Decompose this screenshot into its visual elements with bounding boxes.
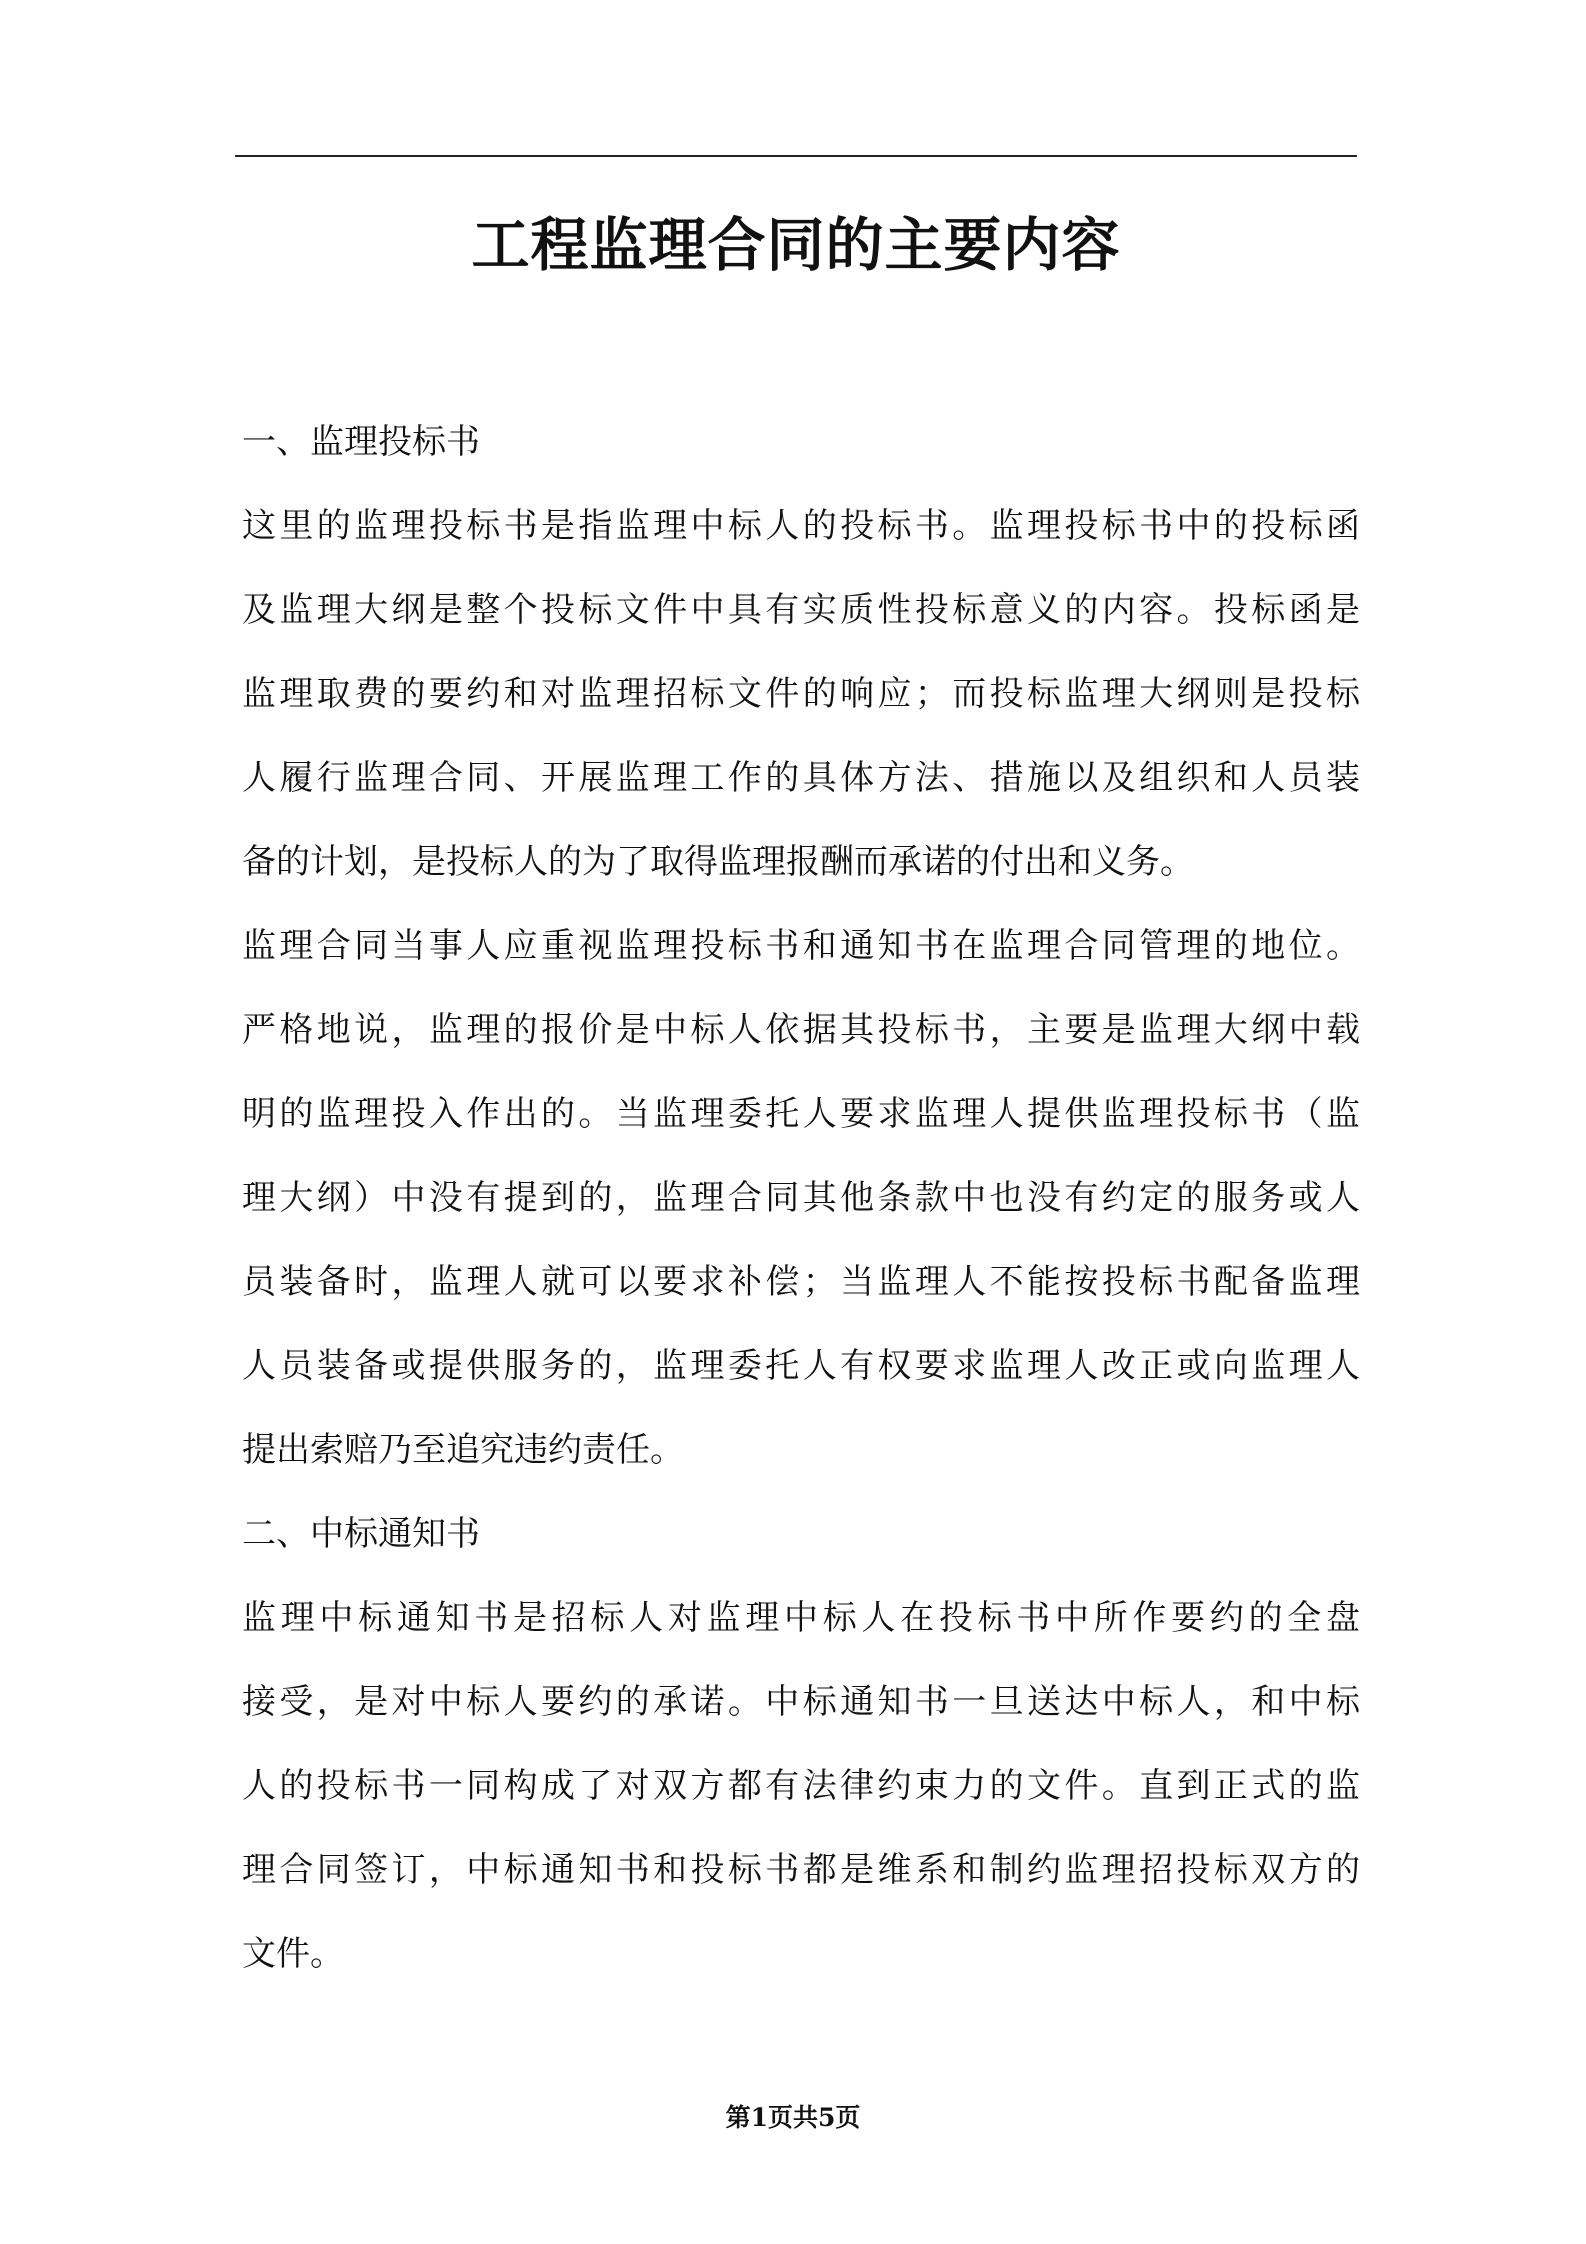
text-line: 监理取费的要约和对监理招标文件的响应；而投标监理大纲则是投标 [242,674,1360,714]
text-line: 备的计划，是投标人的为了取得监理报酬而承诺的付出和义务。 [242,842,1194,882]
paragraph [242,904,1360,1492]
text-line: 理合同签订，中标通知书和投标书都是维系和制约监理招投标双方的 [242,1850,1360,1890]
text-line: 严格地说，监理的报价是中标人依据其投标书，主要是监理大纲中载 [242,1010,1360,1050]
text-line: 提出索赔乃至追究违约责任。 [242,1430,684,1470]
section-award-notice [242,1492,1360,1996]
paragraph [242,484,1360,904]
section-heading: 一、监理投标书 [242,422,480,462]
text-line: 人的投标书一同构成了对双方都有法律约束力的文件。直到正式的监 [242,1766,1360,1806]
document-body [242,400,1360,1996]
paragraph [242,1576,1360,1996]
header-rule [235,155,1357,157]
text-line: 这里的监理投标书是指监理中标人的投标书。监理投标书中的投标函 [242,506,1360,546]
text-line: 监理中标通知书是招标人对监理中标人在投标书中所作要约的全盘 [242,1598,1360,1638]
text-line: 监理合同当事人应重视监理投标书和通知书在监理合同管理的地位。 [242,926,1360,966]
text-line: 及监理大纲是整个投标文件中具有实质性投标意义的内容。投标函是 [242,590,1360,630]
text-line: 人履行监理合同、开展监理工作的具体方法、措施以及组织和人员装 [242,758,1360,798]
text-line: 人员装备或提供服务的，监理委托人有权要求监理人改正或向监理人 [242,1346,1360,1386]
section-heading: 二、中标通知书 [242,1514,480,1554]
text-line: 明的监理投入作出的。当监理委托人要求监理人提供监理投标书（监 [242,1094,1360,1134]
text-line: 理大纲）中没有提到的，监理合同其他条款中也没有约定的服务或人 [242,1178,1360,1218]
section-bid-document [242,400,1360,1492]
document-title: 工程监理合同的主要内容 [471,211,1121,279]
page-number: 第1页共5页 [725,2103,861,2132]
text-line: 员装备时，监理人就可以要求补偿；当监理人不能按投标书配备监理 [242,1262,1360,1302]
text-line: 接受，是对中标人要约的承诺。中标通知书一旦送达中标人，和中标 [242,1682,1360,1722]
text-line: 文件。 [242,1934,344,1974]
